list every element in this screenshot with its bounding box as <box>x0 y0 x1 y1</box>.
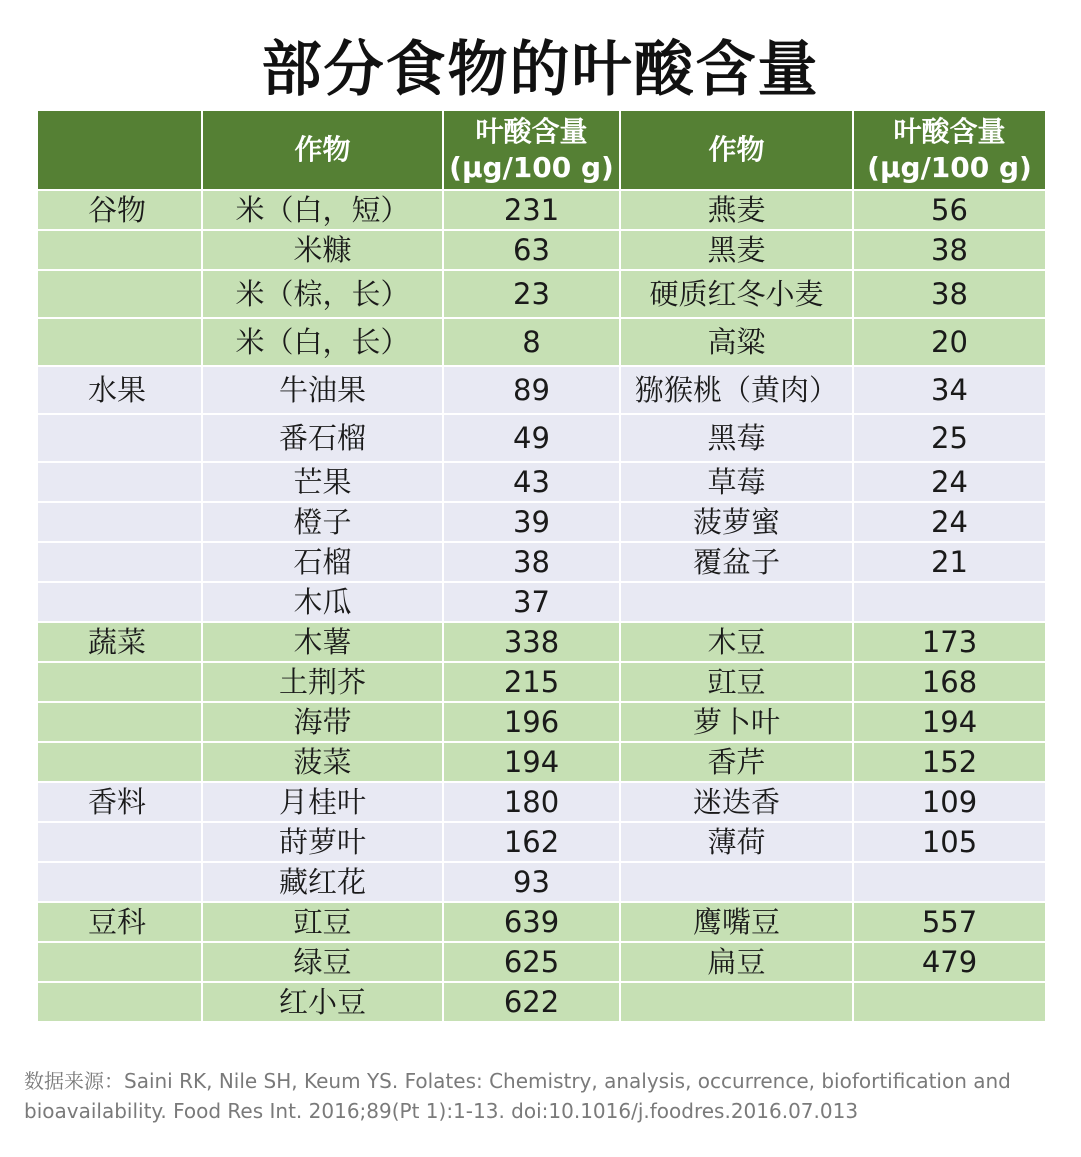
folate-cell-2: 24 <box>853 462 1046 502</box>
table-row <box>37 462 1046 502</box>
folate-cell-2: 38 <box>853 270 1046 318</box>
source-citation <box>24 1066 1064 1126</box>
crop-cell-1: 米糠 <box>202 230 443 270</box>
table-row <box>37 982 1046 1022</box>
crop-cell-1: 红小豆 <box>202 982 443 1022</box>
crop-cell-1: 米（棕，长） <box>202 270 443 318</box>
folate-cell-1: 162 <box>443 822 620 862</box>
crop-cell-2: 黑莓 <box>620 414 853 462</box>
table-row <box>37 414 1046 462</box>
crop-cell-1: 木薯 <box>202 622 443 662</box>
folate-cell-1: 63 <box>443 230 620 270</box>
table-row <box>37 502 1046 542</box>
category-cell: 豆科 <box>37 902 202 942</box>
source-label: 数据来源： <box>24 1069 124 1093</box>
table-row <box>37 742 1046 782</box>
crop-cell-2 <box>620 862 853 902</box>
folate-cell-1: 8 <box>443 318 620 366</box>
category-cell <box>37 982 202 1022</box>
crop-cell-2: 香芹 <box>620 742 853 782</box>
table-row <box>37 542 1046 582</box>
header-category <box>37 110 202 190</box>
folate-cell-1: 38 <box>443 542 620 582</box>
folate-cell-2: 38 <box>853 230 1046 270</box>
table-row <box>37 230 1046 270</box>
crop-cell-2: 覆盆子 <box>620 542 853 582</box>
crop-cell-1: 菠菜 <box>202 742 443 782</box>
folate-cell-2 <box>853 862 1046 902</box>
folate-cell-2: 25 <box>853 414 1046 462</box>
crop-cell-2: 燕麦 <box>620 190 853 230</box>
folate-cell-2: 24 <box>853 502 1046 542</box>
crop-cell-2: 菠萝蜜 <box>620 502 853 542</box>
crop-cell-1: 橙子 <box>202 502 443 542</box>
table-row <box>37 366 1046 414</box>
crop-cell-2: 扁豆 <box>620 942 853 982</box>
table-row <box>37 822 1046 862</box>
folate-cell-1: 93 <box>443 862 620 902</box>
table-row <box>37 702 1046 742</box>
folate-cell-1: 37 <box>443 582 620 622</box>
crop-cell-1: 莳萝叶 <box>202 822 443 862</box>
category-cell <box>37 542 202 582</box>
table-row <box>37 862 1046 902</box>
crop-cell-1: 绿豆 <box>202 942 443 982</box>
crop-cell-1: 木瓜 <box>202 582 443 622</box>
table-row <box>37 662 1046 702</box>
header-crop-1: 作物 <box>202 110 443 190</box>
header-crop-2: 作物 <box>620 110 853 190</box>
category-cell <box>37 942 202 982</box>
crop-cell-2: 豇豆 <box>620 662 853 702</box>
category-cell: 香料 <box>37 782 202 822</box>
folate-cell-2: 194 <box>853 702 1046 742</box>
crop-cell-2: 猕猴桃（黄肉） <box>620 366 853 414</box>
folate-cell-1: 196 <box>443 702 620 742</box>
crop-cell-1: 芒果 <box>202 462 443 502</box>
category-cell <box>37 414 202 462</box>
folate-cell-2: 105 <box>853 822 1046 862</box>
category-cell <box>37 582 202 622</box>
header-folate-2-line2: (μg/100 g) <box>867 151 1032 184</box>
folate-cell-1: 49 <box>443 414 620 462</box>
crop-cell-2: 鹰嘴豆 <box>620 902 853 942</box>
folate-cell-2: 21 <box>853 542 1046 582</box>
category-cell <box>37 270 202 318</box>
folate-cell-2: 56 <box>853 190 1046 230</box>
category-cell <box>37 502 202 542</box>
category-cell: 谷物 <box>37 190 202 230</box>
crop-cell-2: 萝卜叶 <box>620 702 853 742</box>
folate-cell-2: 557 <box>853 902 1046 942</box>
crop-cell-2: 薄荷 <box>620 822 853 862</box>
table-row <box>37 902 1046 942</box>
folate-cell-2: 168 <box>853 662 1046 702</box>
crop-cell-2: 草莓 <box>620 462 853 502</box>
crop-cell-1: 番石榴 <box>202 414 443 462</box>
folate-cell-1: 39 <box>443 502 620 542</box>
table-row <box>37 622 1046 662</box>
crop-cell-2: 硬质红冬小麦 <box>620 270 853 318</box>
folate-cell-2 <box>853 982 1046 1022</box>
folate-cell-1: 231 <box>443 190 620 230</box>
crop-cell-1: 月桂叶 <box>202 782 443 822</box>
crop-cell-2: 迷迭香 <box>620 782 853 822</box>
crop-cell-2: 黑麦 <box>620 230 853 270</box>
header-folate-2 <box>853 110 1046 190</box>
folate-cell-2: 34 <box>853 366 1046 414</box>
crop-cell-2: 高粱 <box>620 318 853 366</box>
crop-cell-2 <box>620 582 853 622</box>
folate-cell-1: 89 <box>443 366 620 414</box>
folate-cell-2: 109 <box>853 782 1046 822</box>
table-row <box>37 782 1046 822</box>
crop-cell-1: 米（白，长） <box>202 318 443 366</box>
table-row <box>37 582 1046 622</box>
folate-cell-1: 338 <box>443 622 620 662</box>
folate-cell-1: 639 <box>443 902 620 942</box>
crop-cell-1: 豇豆 <box>202 902 443 942</box>
folate-cell-1: 625 <box>443 942 620 982</box>
category-cell <box>37 862 202 902</box>
category-cell <box>37 318 202 366</box>
table-body <box>37 190 1046 1022</box>
crop-cell-1: 石榴 <box>202 542 443 582</box>
folate-cell-1: 194 <box>443 742 620 782</box>
category-cell <box>37 822 202 862</box>
header-folate-1-line1: 叶酸含量 <box>475 115 588 148</box>
table-row <box>37 190 1046 230</box>
category-cell <box>37 702 202 742</box>
folate-cell-2: 173 <box>853 622 1046 662</box>
header-folate-2-line1: 叶酸含量 <box>893 115 1006 148</box>
folate-table <box>36 109 1047 1023</box>
crop-cell-1: 海带 <box>202 702 443 742</box>
header-folate-1-line2: (μg/100 g) <box>449 151 614 184</box>
category-cell: 蔬菜 <box>37 622 202 662</box>
crop-cell-1: 土荆芥 <box>202 662 443 702</box>
crop-cell-2 <box>620 982 853 1022</box>
table-row <box>37 942 1046 982</box>
table-header-row <box>37 110 1046 190</box>
crop-cell-1: 藏红花 <box>202 862 443 902</box>
folate-cell-1: 622 <box>443 982 620 1022</box>
folate-cell-1: 215 <box>443 662 620 702</box>
folate-cell-2: 479 <box>853 942 1046 982</box>
folate-cell-1: 43 <box>443 462 620 502</box>
source-text: Saini RK, Nile SH, Keum YS. Folates: Chemistry, analysis, occurrence, biofortification and bioavailability. Food Res Int. 2016;89(Pt 1):1-13. doi:10.1016/j.foodres.2016.07.013 <box>24 1069 1011 1123</box>
folate-cell-1: 180 <box>443 782 620 822</box>
category-cell <box>37 230 202 270</box>
folate-cell-2 <box>853 582 1046 622</box>
category-cell <box>37 742 202 782</box>
crop-cell-1: 米（白，短） <box>202 190 443 230</box>
category-cell <box>37 662 202 702</box>
header-folate-1 <box>443 110 620 190</box>
folate-cell-1: 23 <box>443 270 620 318</box>
crop-cell-1: 牛油果 <box>202 366 443 414</box>
category-cell <box>37 462 202 502</box>
table-row <box>37 270 1046 318</box>
crop-cell-2: 木豆 <box>620 622 853 662</box>
folate-cell-2: 152 <box>853 742 1046 782</box>
page-title: 部分食物的叶酸含量 <box>261 35 820 105</box>
table-row <box>37 318 1046 366</box>
category-cell: 水果 <box>37 366 202 414</box>
folate-cell-2: 20 <box>853 318 1046 366</box>
